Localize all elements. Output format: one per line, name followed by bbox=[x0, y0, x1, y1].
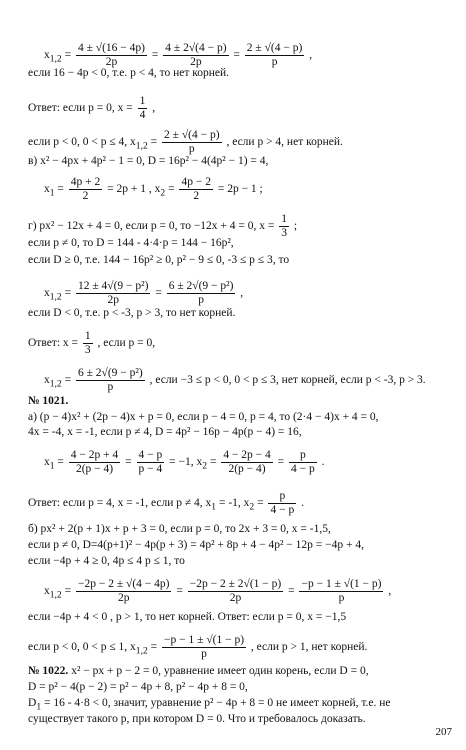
line bbox=[44, 367, 426, 394]
fraction-denominator: 2(p − 4) bbox=[75, 463, 114, 475]
fraction-numerator: 4 ± 2√(4 − p) bbox=[165, 42, 227, 54]
line bbox=[28, 154, 268, 168]
line bbox=[28, 236, 234, 250]
text-run: = bbox=[54, 183, 67, 196]
text-run: = 16 - 4·8 < 0, значит, уравнение p² − 4p + 8 = 0 не имеет корней, т.е. не bbox=[41, 697, 391, 709]
text-run: Ответ: если p = 0, x = bbox=[28, 102, 136, 115]
text-run: если 16 − 4p < 0, т.е. p < 4, то нет корней. bbox=[28, 67, 230, 79]
subscript: 1,2 bbox=[135, 645, 148, 657]
fraction bbox=[289, 449, 317, 476]
fraction-denominator: 2p bbox=[105, 56, 118, 68]
text-run: x bbox=[44, 585, 50, 598]
text-run: = bbox=[61, 585, 74, 598]
text-run: , если p > 1, нет корней. bbox=[248, 641, 368, 654]
text-run: , bbox=[385, 585, 392, 598]
text-run: в) x² − 4px + 4p² − 1 = 0, D = 16p² − 4(4p² − 1) = 4, bbox=[28, 155, 269, 167]
fraction-denominator: 4 − p bbox=[291, 463, 315, 475]
fraction-denominator: 2p bbox=[107, 294, 119, 306]
text-run: если p < 0, 0 < p ≤ 4, x bbox=[28, 136, 136, 149]
fraction bbox=[188, 578, 284, 605]
text-run: = −1, x bbox=[166, 456, 203, 469]
subscript: 2 bbox=[249, 501, 255, 513]
text-run: , bbox=[149, 102, 156, 115]
line bbox=[28, 490, 304, 517]
fraction bbox=[279, 213, 289, 240]
text-run: x bbox=[44, 287, 50, 300]
fraction-numerator: −2p − 2 ± √(4 − 4p) bbox=[77, 578, 170, 590]
line bbox=[28, 538, 364, 552]
fraction-numerator: 4p + 2 bbox=[70, 176, 101, 188]
text-run: если −4p + 4 ≥ 0, 4p ≤ 4 p ≤ 1, то bbox=[28, 555, 185, 567]
line bbox=[44, 42, 312, 69]
page-number: 207 bbox=[435, 726, 452, 738]
fraction-denominator: p bbox=[198, 294, 204, 306]
fraction-denominator: p bbox=[201, 648, 207, 660]
fraction bbox=[162, 129, 222, 156]
text-run: = bbox=[254, 497, 267, 510]
problem-number: № 1022. bbox=[28, 665, 69, 677]
fraction-numerator: 4 ± √(16 − 4p) bbox=[77, 42, 146, 54]
line bbox=[28, 610, 346, 624]
fraction bbox=[76, 42, 147, 69]
text-run: x bbox=[44, 183, 50, 196]
text-run: = 2p − 1 ; bbox=[214, 183, 263, 196]
line bbox=[28, 129, 343, 156]
fraction bbox=[299, 578, 383, 605]
text-run: если −4p + 4 < 0 , p > 1, то нет корней. Ответ: если p = 0, x = −1,5 bbox=[28, 611, 347, 623]
line bbox=[28, 664, 369, 678]
text-run: = bbox=[285, 585, 298, 598]
text-run: если p ≠ 0, D=4(p+1)² − 4p(p + 3) = 4p² + 8p + 4 − 4p² − 12p = −4p + 4, bbox=[28, 539, 364, 551]
fraction-denominator: 2(p − 4) bbox=[228, 463, 266, 475]
line bbox=[28, 554, 185, 568]
text-run: , если p > 4, нет корней. bbox=[223, 136, 343, 149]
fraction-denominator: 2 bbox=[82, 190, 89, 202]
subscript: 1 bbox=[49, 187, 55, 199]
fraction-denominator: 2 bbox=[193, 190, 200, 202]
line bbox=[44, 578, 391, 605]
text-run: а) (p − 4)x² + (2p − 4)x + p = 0, если p − 4 = 0, p = 4, то (2·4 − 4)x + 4 = 0, bbox=[28, 411, 379, 423]
fraction bbox=[138, 95, 148, 122]
line bbox=[28, 712, 366, 726]
fraction-numerator: p bbox=[289, 449, 317, 463]
fraction-numerator: 1 bbox=[139, 95, 146, 107]
fraction-denominator: 4 − p bbox=[270, 504, 295, 516]
text-run: Ответ: если p = 4, x = -1, если p ≠ 4, x bbox=[28, 497, 212, 510]
text-run: = bbox=[207, 456, 220, 469]
fraction bbox=[221, 449, 272, 476]
fraction-denominator: 2p bbox=[117, 592, 130, 604]
text-run: = bbox=[274, 456, 288, 469]
fraction-denominator: p bbox=[271, 56, 278, 68]
fraction bbox=[268, 490, 296, 517]
fraction bbox=[69, 449, 120, 476]
subscript: 2 bbox=[202, 460, 208, 472]
fraction-numerator: 2 ± √(4 − p) bbox=[246, 42, 303, 54]
fraction-denominator: 2p bbox=[190, 56, 202, 68]
text-run: = bbox=[147, 641, 161, 654]
text-run: б) px² + 2(p + 1)x + p + 3 = 0, если p = 0, то 2x + 3 = 0, x = -1,5, bbox=[28, 523, 331, 535]
subscript: 1 bbox=[36, 701, 42, 713]
fraction-denominator: 3 bbox=[84, 344, 91, 356]
fraction bbox=[69, 176, 103, 203]
fraction-denominator: p bbox=[107, 381, 114, 393]
fraction-denominator: 4 bbox=[139, 109, 146, 121]
text-run: = -1, x bbox=[216, 497, 250, 510]
fraction bbox=[162, 634, 246, 661]
line bbox=[28, 634, 367, 661]
fraction-numerator: 4 − p bbox=[138, 449, 163, 461]
text-run: = bbox=[152, 287, 165, 300]
fraction bbox=[137, 449, 165, 476]
text-run: существует такого p, при котором D = 0. Что и требовалось доказать. bbox=[28, 713, 366, 725]
fraction-numerator: 2 ± √(4 − p) bbox=[164, 129, 220, 141]
text-run: = bbox=[165, 183, 178, 196]
fraction bbox=[167, 280, 236, 307]
subscript: 1,2 bbox=[135, 140, 148, 152]
line bbox=[28, 410, 379, 424]
subscript: 1,2 bbox=[49, 589, 62, 601]
text-run: = bbox=[122, 456, 135, 469]
fraction bbox=[163, 42, 228, 69]
text-run: = bbox=[61, 287, 74, 300]
text-run: = bbox=[147, 136, 161, 149]
subscript: 1 bbox=[49, 460, 55, 472]
text-run: x bbox=[44, 374, 50, 387]
fraction-denominator: p bbox=[338, 592, 345, 604]
fraction bbox=[76, 367, 145, 394]
fraction-numerator: 6 ± 2√(9 − p²) bbox=[168, 280, 234, 292]
line bbox=[28, 330, 155, 357]
fraction-numerator: −p − 1 ± √(1 − p) bbox=[301, 578, 382, 590]
line bbox=[28, 66, 229, 80]
text-run: , если −3 ≤ p < 0, 0 < p ≤ 3, нет корней, если p < -3, p > 3. bbox=[146, 374, 426, 387]
fraction bbox=[83, 330, 93, 357]
text-run: если D ≥ 0, т.е. 144 − 16p² ≥ 0, p² − 9 ≤ 0, -3 ≤ p ≤ 3, то bbox=[28, 254, 290, 266]
fraction bbox=[76, 578, 172, 605]
text-run: . bbox=[298, 497, 304, 510]
fraction-numerator: 4 − 2p + 4 bbox=[70, 449, 119, 461]
line bbox=[44, 280, 243, 307]
fraction-numerator: 12 ± 4√(9 − p²) bbox=[77, 280, 149, 292]
text-run: г) px² − 12x + 4 = 0, если p = 0, то −12x + 4 = 0, x = bbox=[28, 220, 278, 233]
fraction bbox=[76, 280, 150, 307]
text-run: = bbox=[149, 49, 162, 62]
fraction-numerator: 1 bbox=[281, 213, 288, 225]
text-run: x bbox=[44, 49, 50, 62]
text-run: D = p² − 4(p − 2) = p² − 4p + 8, p² − 4p + 8 = 0, bbox=[28, 681, 248, 693]
text-run: D bbox=[28, 697, 37, 709]
line bbox=[28, 95, 155, 122]
fraction-numerator: −p − 1 ± √(1 − p) bbox=[164, 634, 245, 646]
line bbox=[28, 680, 248, 694]
line bbox=[28, 253, 289, 267]
text-run: = bbox=[61, 374, 74, 387]
text-run: 4x = -4, x = -1, если p ≠ 4, D = 4p² − 16p − 4p(p − 4) = 16, bbox=[28, 426, 302, 438]
subscript: 1 bbox=[211, 501, 217, 513]
text-run: ; bbox=[291, 220, 298, 233]
fraction-denominator: p − 4 bbox=[138, 463, 163, 475]
line bbox=[28, 394, 68, 408]
line bbox=[28, 306, 235, 320]
fraction bbox=[179, 176, 213, 203]
subscript: 2 bbox=[160, 187, 166, 199]
fraction-numerator: 6 ± 2√(9 − p²) bbox=[77, 367, 143, 379]
text-run: = bbox=[230, 49, 243, 62]
line bbox=[44, 176, 263, 203]
line bbox=[28, 425, 302, 439]
subscript: 1,2 bbox=[49, 378, 62, 390]
fraction-numerator: p bbox=[268, 490, 296, 504]
problem-number: № 1021. bbox=[28, 395, 69, 407]
fraction-numerator: 4p − 2 bbox=[181, 176, 211, 188]
fraction-numerator: 1 bbox=[84, 330, 91, 342]
text-run: если p ≠ 0, то D = 144 - 4·4·p = 144 − 16p², bbox=[28, 237, 234, 249]
text-run: Ответ: x = bbox=[28, 337, 81, 350]
fraction-denominator: 2p bbox=[229, 592, 242, 604]
text-run: , bbox=[237, 287, 244, 300]
subscript: 1,2 bbox=[49, 291, 62, 303]
text-run: = bbox=[61, 49, 74, 62]
subscript: 1,2 bbox=[49, 53, 62, 65]
text-run: = bbox=[54, 456, 67, 469]
line bbox=[28, 522, 331, 536]
text-run: x² − px + p − 2 = 0, уравнение имеет один корень, если D = 0, bbox=[68, 665, 369, 677]
text-run: если D < 0, т.е. p < -3, p > 3, то нет корней. bbox=[28, 307, 236, 319]
fraction-numerator: 4 − 2p − 4 bbox=[223, 449, 271, 461]
fraction-denominator: p bbox=[188, 143, 195, 155]
text-run: , если p = 0, bbox=[94, 337, 156, 350]
line bbox=[44, 449, 325, 476]
text-run: x bbox=[44, 456, 50, 469]
text-run: если p < 0, 0 < p ≤ 1, x bbox=[28, 641, 136, 654]
fraction-numerator: −2p − 2 ± 2√(1 − p) bbox=[189, 578, 282, 590]
text-run: = bbox=[173, 585, 186, 598]
text-run: . bbox=[318, 456, 325, 469]
text-run: = 2p + 1 , x bbox=[104, 183, 161, 196]
text-run: , bbox=[306, 49, 313, 62]
fraction bbox=[245, 42, 305, 69]
fraction-denominator: 3 bbox=[281, 227, 288, 239]
